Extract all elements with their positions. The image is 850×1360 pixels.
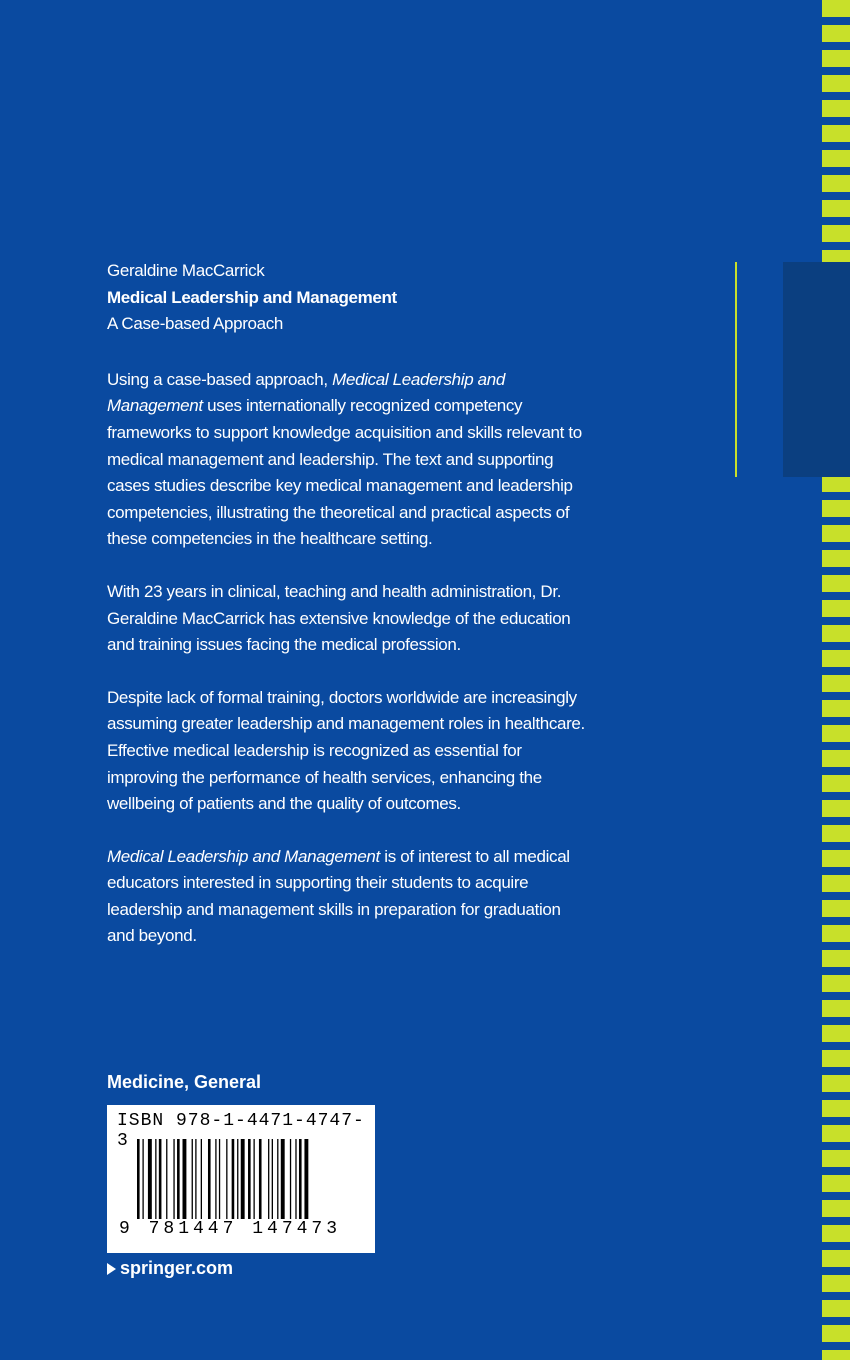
barcode-bar	[142, 1139, 143, 1219]
barcode-bar	[215, 1139, 216, 1219]
barcode-bar	[192, 1139, 193, 1219]
barcode-bar	[226, 1139, 227, 1219]
publisher-link[interactable]	[107, 1258, 233, 1279]
barcode-bar	[268, 1139, 269, 1219]
edge-dashed-strip	[822, 0, 850, 1360]
category-label: Medicine, General	[107, 1072, 262, 1092]
barcode-bar	[272, 1139, 273, 1219]
barcode-bar	[155, 1139, 156, 1219]
blurb-p1-intro: Using a case-based approach,	[107, 369, 333, 389]
barcode-digits: 9 781447 147473	[119, 1219, 342, 1239]
accent-vertical-line	[735, 262, 737, 477]
barcode-bar	[183, 1139, 187, 1219]
isbn-label: ISBN 978-1-4471-4747-3	[117, 1111, 365, 1151]
blurb-p4-italic: Medical Leadership and Management	[107, 846, 380, 866]
barcode-bar	[137, 1139, 140, 1219]
barcode-bar	[201, 1139, 202, 1219]
barcode-bar	[259, 1139, 262, 1219]
publisher-link-text[interactable]: springer.com	[120, 1258, 234, 1278]
blurb-paragraph-3	[107, 685, 587, 818]
barcode-bar	[290, 1139, 291, 1219]
barcode-bar	[241, 1139, 245, 1219]
barcode-bar	[299, 1139, 302, 1219]
barcode-bar	[248, 1139, 251, 1219]
barcode-bar	[219, 1139, 220, 1219]
barcode-bar	[173, 1139, 174, 1219]
book-subtitle: A Case-based Approach	[107, 314, 283, 334]
barcode-bar	[159, 1139, 162, 1219]
blurb-paragraph-2	[107, 579, 587, 659]
barcode-bar	[195, 1139, 196, 1219]
barcode-bar	[281, 1139, 285, 1219]
barcode-bar	[166, 1139, 167, 1219]
isbn-barcode	[107, 1105, 375, 1253]
text-block	[107, 258, 587, 950]
blurb-p1-rest: uses internationally recognized competency frameworks to support knowledge acquisition and skills relevant to medical management and leadership. The text and supporting cases studies describe key medical management and leadership competencies, illustrating the theoretical and practical aspects of these competencies in the healthcare setting.	[107, 396, 582, 549]
barcode-bar	[237, 1139, 238, 1219]
barcode-bar	[277, 1139, 278, 1219]
barcode-bar	[253, 1139, 254, 1219]
arrow-right-icon	[107, 1263, 116, 1275]
blurb-paragraph-1	[107, 367, 587, 553]
blurb-p2: With 23 years in clinical, teaching and health administration, Dr. Geraldine MacCarrick has extensive knowledge of the education and training issues facing the medical profession.	[107, 581, 571, 655]
barcode-bar	[177, 1139, 180, 1219]
book-title: Medical Leadership and Management	[107, 287, 397, 307]
barcode-bar	[295, 1139, 296, 1219]
author-name: Geraldine MacCarrick	[107, 261, 265, 280]
barcode-bar	[304, 1139, 308, 1219]
blurb-paragraph-4	[107, 844, 587, 950]
blurb-p1-italic: Medical Leadership and Management	[107, 369, 505, 416]
edge-dark-band	[783, 262, 850, 477]
barcode-bar	[148, 1139, 152, 1219]
barcode-bar	[232, 1139, 235, 1219]
blurb-p3: Despite lack of formal training, doctors worldwide are increasingly assuming greater leadership and management roles in healthcare. Effective medical leadership is recognized as essential for improving the performance of health services, enhancing the wellbeing of patients and the quality of outcomes.	[107, 687, 585, 814]
blurb-p4-rest: is of interest to all medical educators interested in supporting their students to acquire leadership and management skills in preparation for graduation and beyond.	[107, 846, 570, 946]
barcode-bar	[208, 1139, 211, 1219]
